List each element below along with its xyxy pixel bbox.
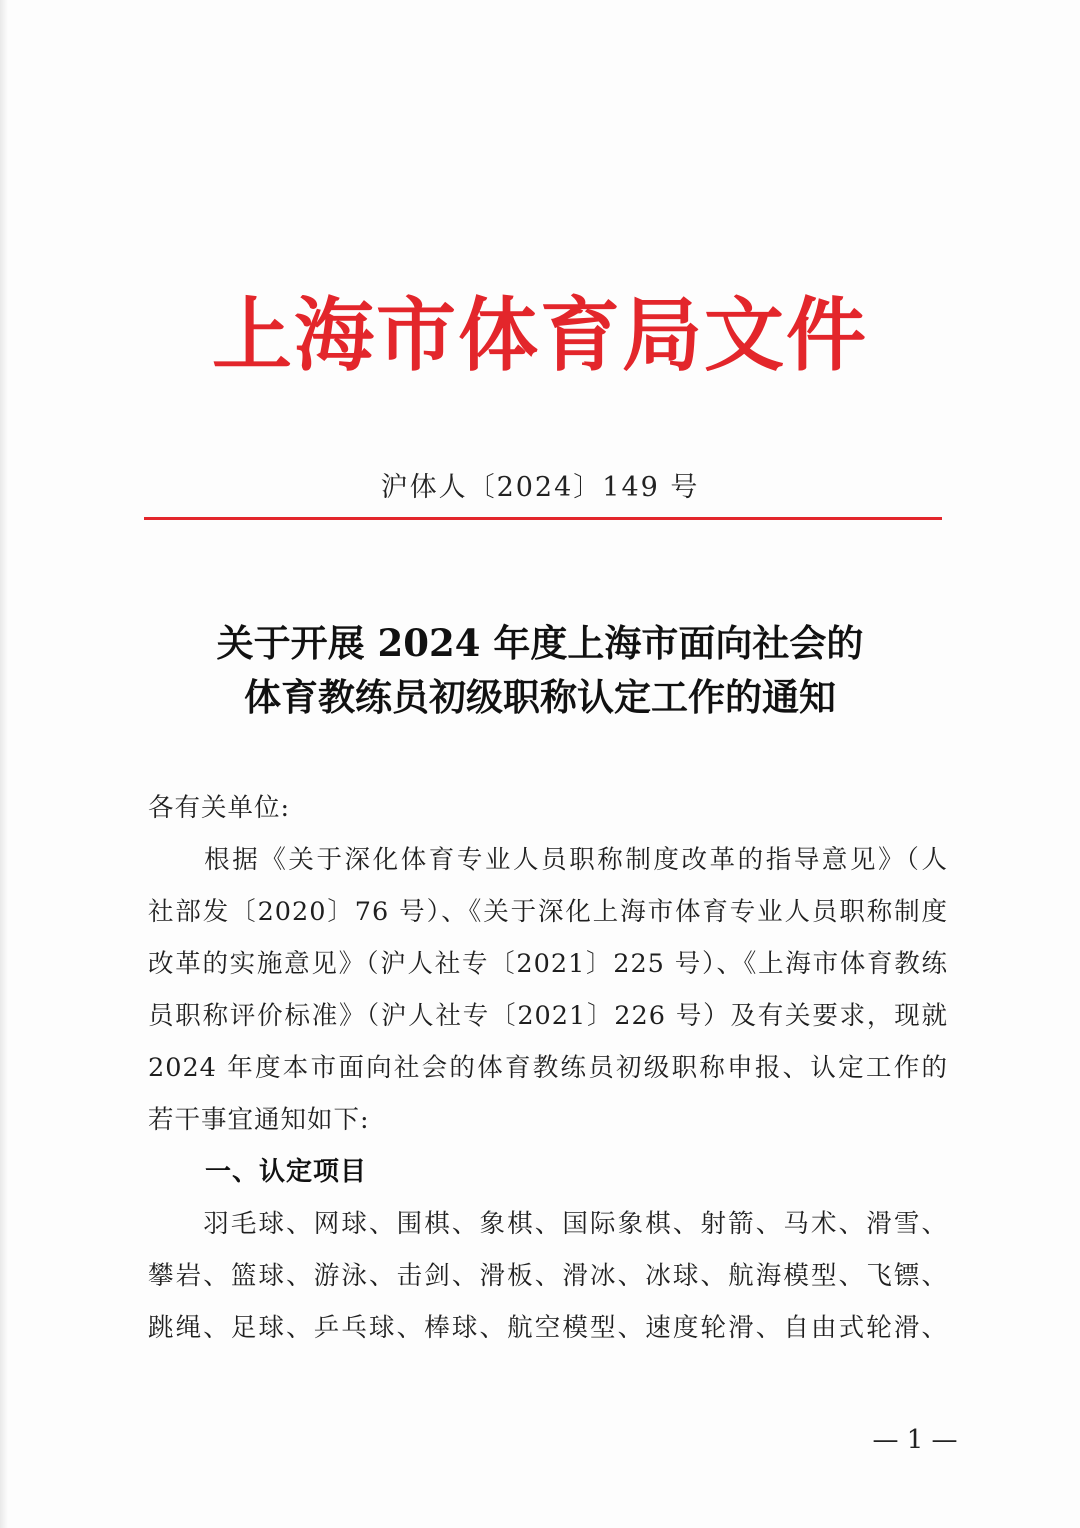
- sports-list: [148, 1198, 948, 1354]
- body-paragraph: [148, 834, 948, 1146]
- sports-list-line: 跳绳、足球、乒乓球、棒球、航空模型、速度轮滑、自由式轮滑、: [148, 1313, 948, 1343]
- notice-title-line-1: 关于开展 2024 年度上海市面向社会的: [216, 621, 864, 665]
- issuer-title: 上海市体育局文件: [212, 288, 868, 382]
- section-heading: 一、认定项目: [205, 1157, 368, 1187]
- salutation: 各有关单位:: [148, 793, 291, 823]
- notice-title-line-2: 体育教练员初级职称认定工作的通知: [244, 675, 836, 719]
- page-number: — 1 —: [872, 1425, 958, 1455]
- sports-list-line: 羽毛球、网球、围棋、象棋、国际象棋、射箭、马术、滑雪、: [148, 1209, 948, 1239]
- paragraph-line: 根据《关于深化体育专业人员职称制度改革的指导意见》（人: [148, 845, 948, 875]
- sports-list-line: 攀岩、篮球、游泳、击剑、滑板、滑冰、冰球、航海模型、飞镖、: [148, 1261, 948, 1291]
- paragraph-line: 改革的实施意见》（沪人社专〔2021〕225 号）、《上海市体育教练: [148, 949, 948, 979]
- paragraph-line: 若干事宜通知如下:: [148, 1105, 370, 1135]
- paragraph-line: 员职称评价标准》（沪人社专〔2021〕226 号）及有关要求，现就: [148, 1001, 948, 1031]
- notice-title: [120, 616, 960, 724]
- red-divider-line: [144, 517, 942, 520]
- paragraph-line: 社部发〔2020〕76 号）、《关于深化上海市体育专业人员职称制度: [148, 897, 948, 927]
- paragraph-line: 2024 年度本市面向社会的体育教练员初级职称申报、认定工作的: [148, 1053, 948, 1083]
- page-edge-shadow: [0, 0, 8, 1528]
- document-number: 沪体人〔2024〕149 号: [380, 472, 700, 503]
